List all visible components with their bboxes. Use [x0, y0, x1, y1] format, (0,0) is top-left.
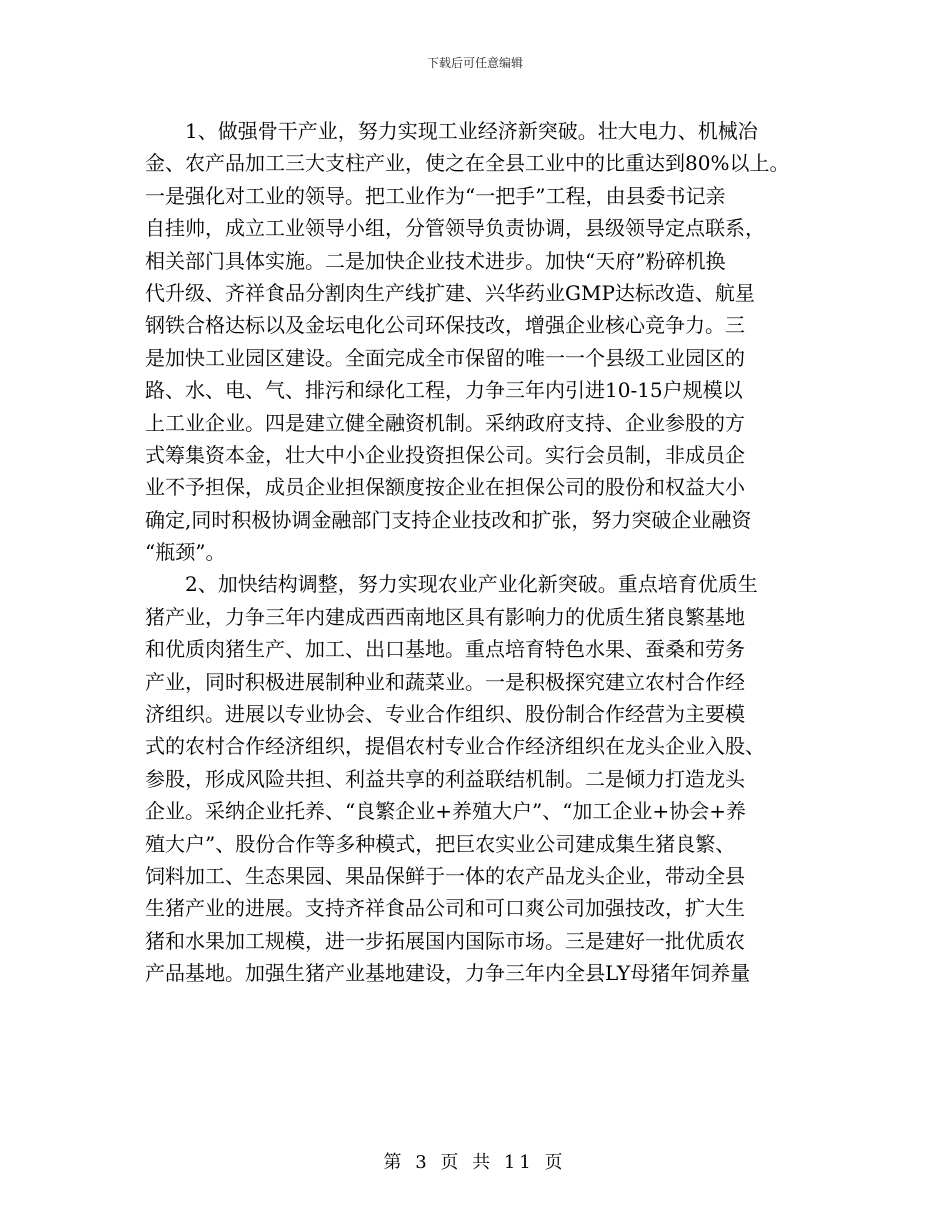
- text-line: 猪和水果加工规模，进一步拓展国内国际市场。三是建好一批优质农: [145, 928, 745, 953]
- text-line: 参股，形成风险共担、利益共享的利益联结机制。二是倾力打造龙头: [145, 766, 745, 791]
- text-line: 钢铁合格达标以及金坛电化公司环保技改，增强企业核心竞争力。三: [145, 313, 745, 338]
- text-line: 代升级、齐祥食品分割肉生产线扩建、兴华药业GMP达标改造、航星: [145, 280, 755, 305]
- text-line: 济组织。进展以专业协会、专业合作组织、股份制合作经营为主要模: [145, 702, 745, 727]
- text-line: 殖大户”、股份合作等多种模式，把巨农实业公司建成集生猪良繁、: [145, 831, 736, 856]
- document-body: [145, 115, 825, 990]
- text-line: 是加快工业园区建设。全面完成全市保留的唯一一个县级工业园区的: [145, 345, 745, 370]
- text-line: 业不予担保，成员企业担保额度按企业在担保公司的股份和权益大小: [145, 475, 745, 500]
- text-line: 企业。采纳企业托养、“良繁企业+养殖大户”、“加工企业+协会+养: [145, 799, 746, 824]
- text-line: 相关部门具体实施。二是加快企业技术进步。加快“天府”粉碎机换: [145, 248, 726, 273]
- text-line: “瓶颈”。: [145, 540, 226, 565]
- text-line: 式筹集资本金，壮大中小企业投资担保公司。实行会员制，非成员企: [145, 442, 745, 467]
- text-line: 产业，同时积极进展制种业和蔬菜业。一是积极探究建立农村合作经: [145, 669, 745, 694]
- text-line: 饲料加工、生态果园、果品保鲜于一体的农产品龙头企业，带动全县: [145, 863, 745, 888]
- text-line: 上工业企业。四是建立健全融资机制。采纳政府支持、企业参股的方: [145, 410, 745, 435]
- text-line: 式的农村合作经济组织，提倡农村专业合作经济组织在龙头企业入股、: [145, 734, 765, 759]
- page-number-footer: 第 3 页 共 11 页: [383, 1152, 567, 1173]
- text-line: 一是强化对工业的领导。把工业作为“一把手”工程，由县委书记亲: [145, 183, 726, 208]
- text-line: 自挂帅，成立工业领导小组，分管领导负责协调，县级领导定点联系，: [145, 216, 765, 241]
- text-line: 金、农产品加工三大支柱产业，使之在全县工业中的比重达到80%以上。: [145, 151, 790, 176]
- text-line: 猪产业，力争三年内建成西西南地区具有影响力的优质生猪良繁基地: [145, 604, 745, 629]
- text-line: 和优质肉猪生产、加工、出口基地。重点培育特色水果、蚕桑和劳务: [145, 637, 745, 662]
- text-line: 生猪产业的进展。支持齐祥食品公司和可口爽公司加强技改，扩大生: [145, 896, 745, 921]
- page-header: 下载后可任意编辑: [426, 56, 523, 70]
- text-line: 确定,同时积极协调金融部门支持企业技改和扩张，努力突破企业融资: [145, 507, 752, 532]
- text-line: 路、水、电、气、排污和绿化工程，力争三年内引进10-15户规模以: [145, 378, 743, 403]
- text-line: 2、加快结构调整，努力实现农业产业化新突破。重点培育优质生: [145, 572, 758, 597]
- text-line: 1、做强骨干产业，努力实现工业经济新突破。壮大电力、机械冶: [145, 119, 758, 143]
- text-line: 产品基地。加强生猪产业基地建设，力争三年内全县LY母猪年饲养量: [145, 961, 751, 986]
